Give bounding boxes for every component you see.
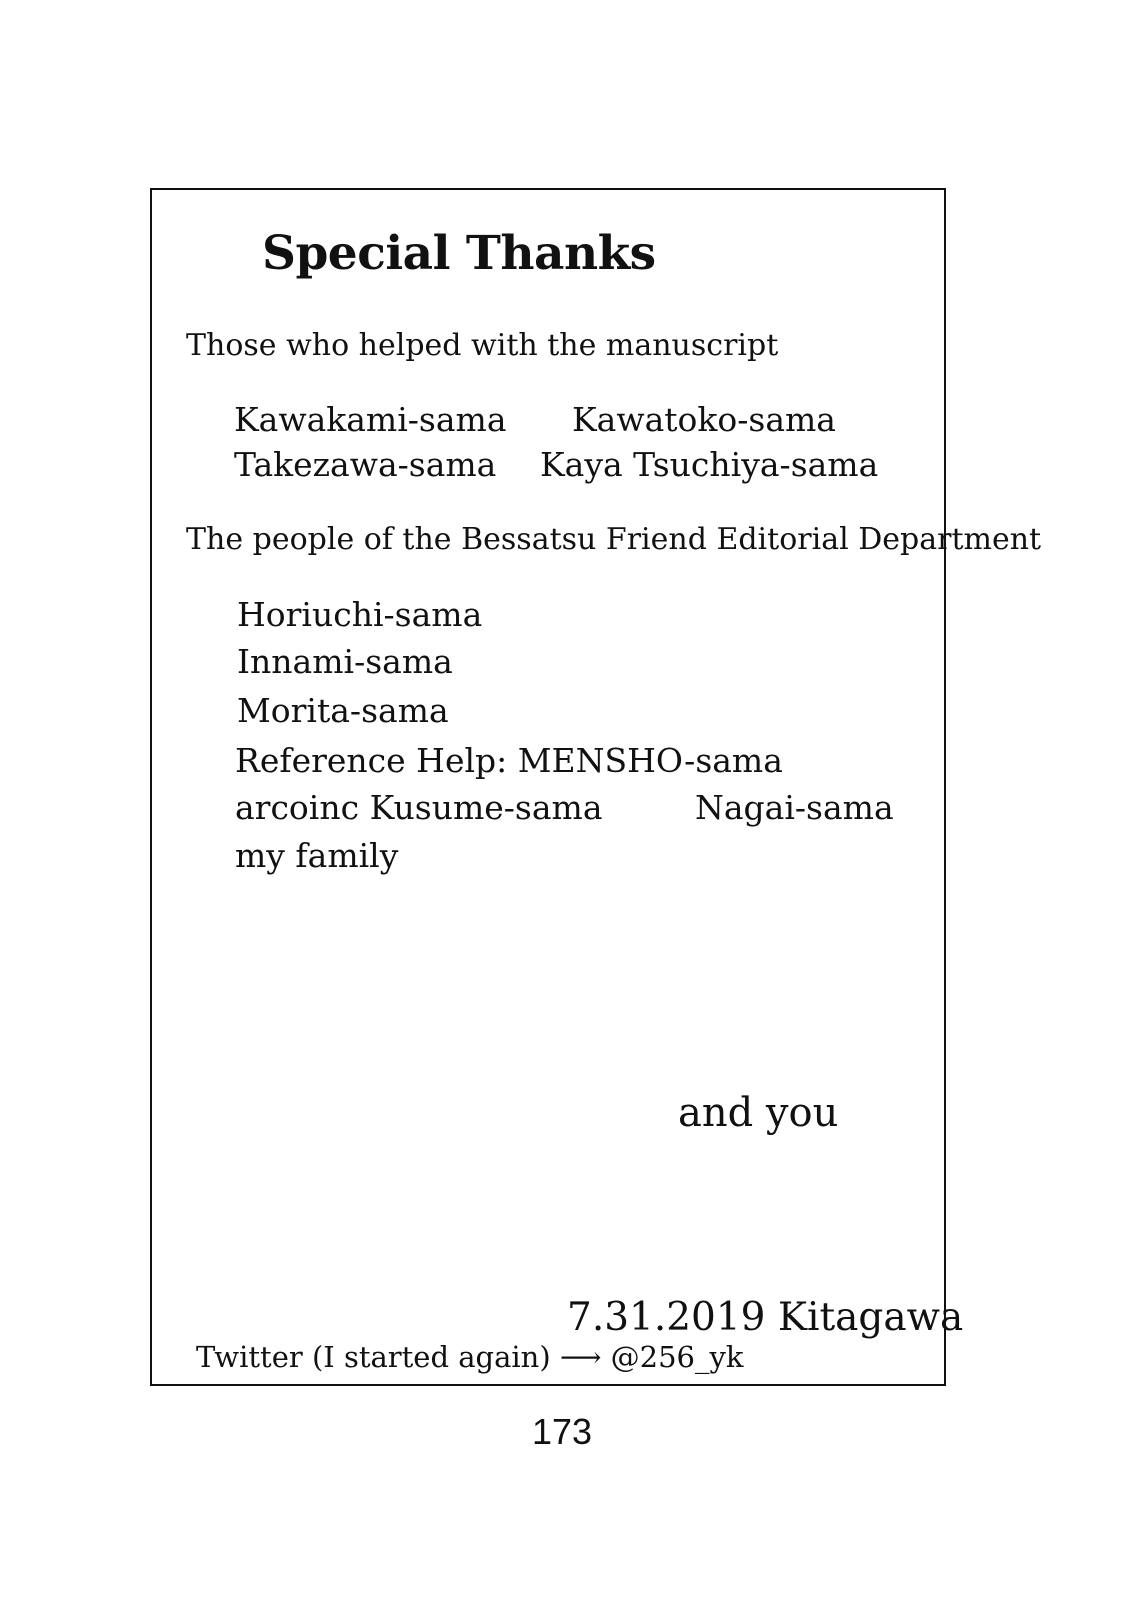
page-border [150,188,946,1386]
editorial-heading: The people of the Bessatsu Friend Editorial Department [186,522,1042,557]
reference-help: Reference Help: MENSHO-sama [235,741,783,780]
signature: 7.31.2019 Kitagawa [567,1295,964,1340]
my-family: my family [235,836,399,875]
name-kawatoko: Kawatoko-sama [572,400,836,439]
manuscript-heading: Those who helped with the manuscript [186,328,779,363]
name-kusume: arcoinc Kusume-sama [235,788,603,827]
page-number: 173 [531,1411,593,1452]
name-tsuchiya: Kaya Tsuchiya-sama [540,445,879,484]
closing-text: and you [678,1090,839,1136]
name-nagai: Nagai-sama [695,788,894,827]
name-horiuchi: Horiuchi-sama [237,595,483,634]
name-kawakami: Kawakami-sama [234,400,507,439]
page-title: Special Thanks [262,226,656,281]
name-morita: Morita-sama [237,691,449,730]
name-innami: Innami-sama [237,642,453,681]
twitter-note: Twitter (I started again) ⟶ @256_yk [196,1340,744,1374]
name-takezawa: Takezawa-sama [234,445,497,484]
